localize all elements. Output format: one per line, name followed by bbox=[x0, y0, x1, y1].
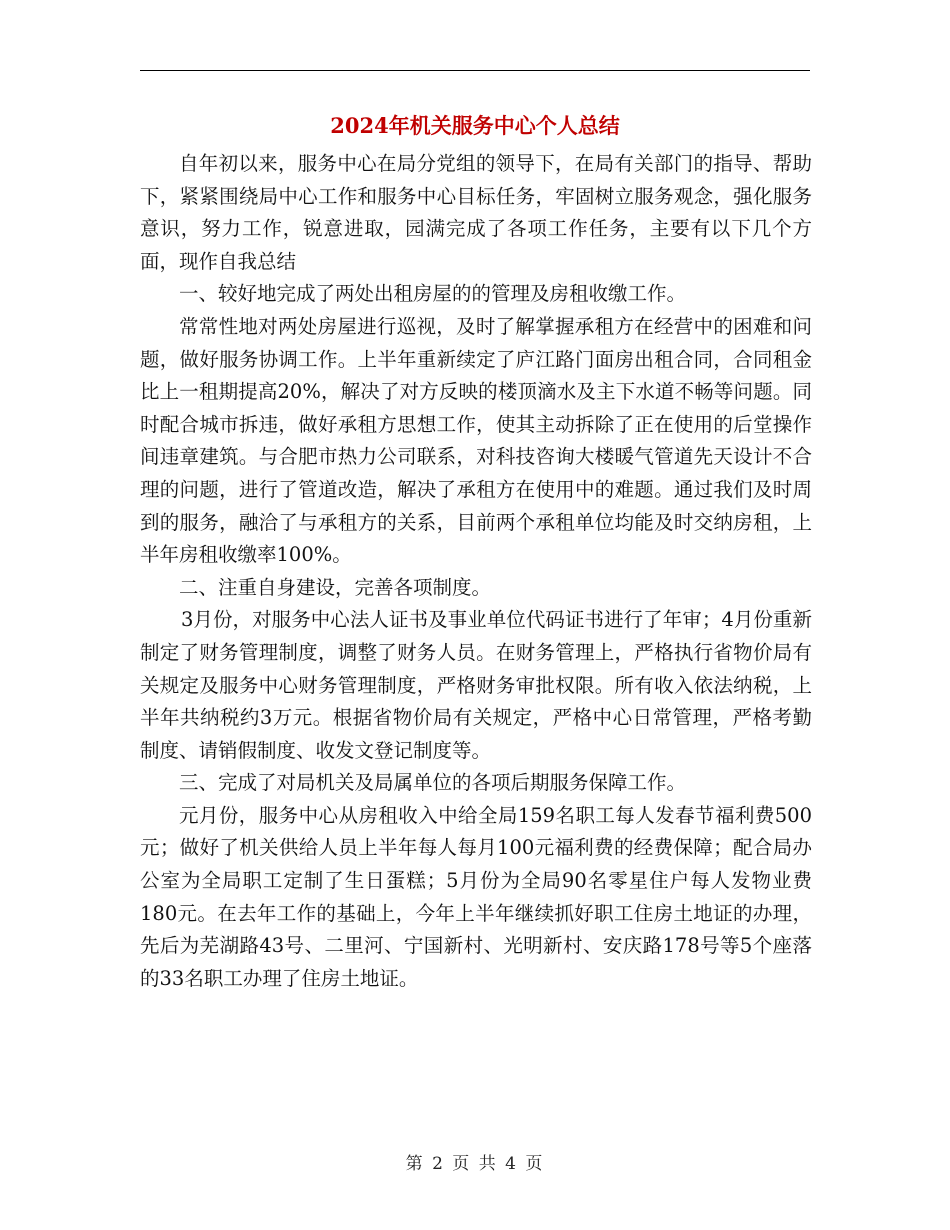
section-heading-3: 三、完成了对局机关及局属单位的各项后期服务保障工作。 bbox=[179, 771, 687, 795]
page-number-footer: 第 2 页 共 4 页 bbox=[405, 1154, 545, 1174]
paragraph-section-3: 元月份，服务中心从房租收入中给全局159名职工每人发春节福利费500元；做好了机关供给人员上半年每人每月100元福利费的经费保障；配合局办公室为全局职工定制了生日蛋糕；5月份为全局90名零星住户每人发物业费180元。在去年工作的基础上，今年上半年继续抓好职工住房土地证的办理，先后为芜湖路43号、二里河、宁国新村、光明新村、安庆路178号等5个座落的33名职工办理了住房土地证。 bbox=[140, 803, 812, 990]
section-heading-2: 二、注重自身建设，完善各项制度。 bbox=[179, 575, 492, 599]
section-heading-1: 一、较好地完成了两处出租房屋的的管理及房租收缴工作。 bbox=[179, 282, 687, 306]
paragraph-section-2: 3月份，对服务中心法人证书及事业单位代码证书进行了年审；4月份重新制定了财务管理制度，调整了财务人员。在财务管理上，严格执行省物价局有关规定及服务中心财务管理制度，严格财务审批权限。所有收入依法纳税，上半年共纳税约3万元。根据省物价局有关规定，严格中心日常管理，严格考勤制度、请销假制度、收发文登记制度等。 bbox=[140, 608, 812, 762]
paragraph-intro: 自年初以来，服务中心在局分党组的领导下，在局有关部门的指导、帮助下，紧紧围绕局中心工作和服务中心目标任务，牢固树立服务观念，强化服务意识，努力工作，锐意进取，园满完成了各项工作任务，主要有以下几个方面，现作自我总结 bbox=[140, 152, 812, 273]
paragraph-section-1: 常常性地对两处房屋进行巡视，及时了解掌握承租方在经营中的困难和问题，做好服务协调工作。上半年重新续定了庐江路门面房出租合同，合同租金比上一租期提高20%，解决了对方反映的楼顶滴水及主下水道不畅等问题。同时配合城市拆违，做好承租方思想工作，使其主动拆除了正在使用的后堂操作间违章建筑。与合肥市热力公司联系，对科技咨询大楼暖气管道先天设计不合理的问题，进行了管道改造，解决了承租方在使用中的难题。通过我们及时周到的服务，融洽了与承租方的关系，目前两个承租单位均能及时交纳房租，上半年房租收缴率100%。 bbox=[140, 314, 812, 567]
document-body bbox=[140, 148, 812, 995]
header-rule bbox=[140, 70, 810, 71]
document-title: 2024年机关服务中心个人总结 bbox=[330, 113, 620, 138]
